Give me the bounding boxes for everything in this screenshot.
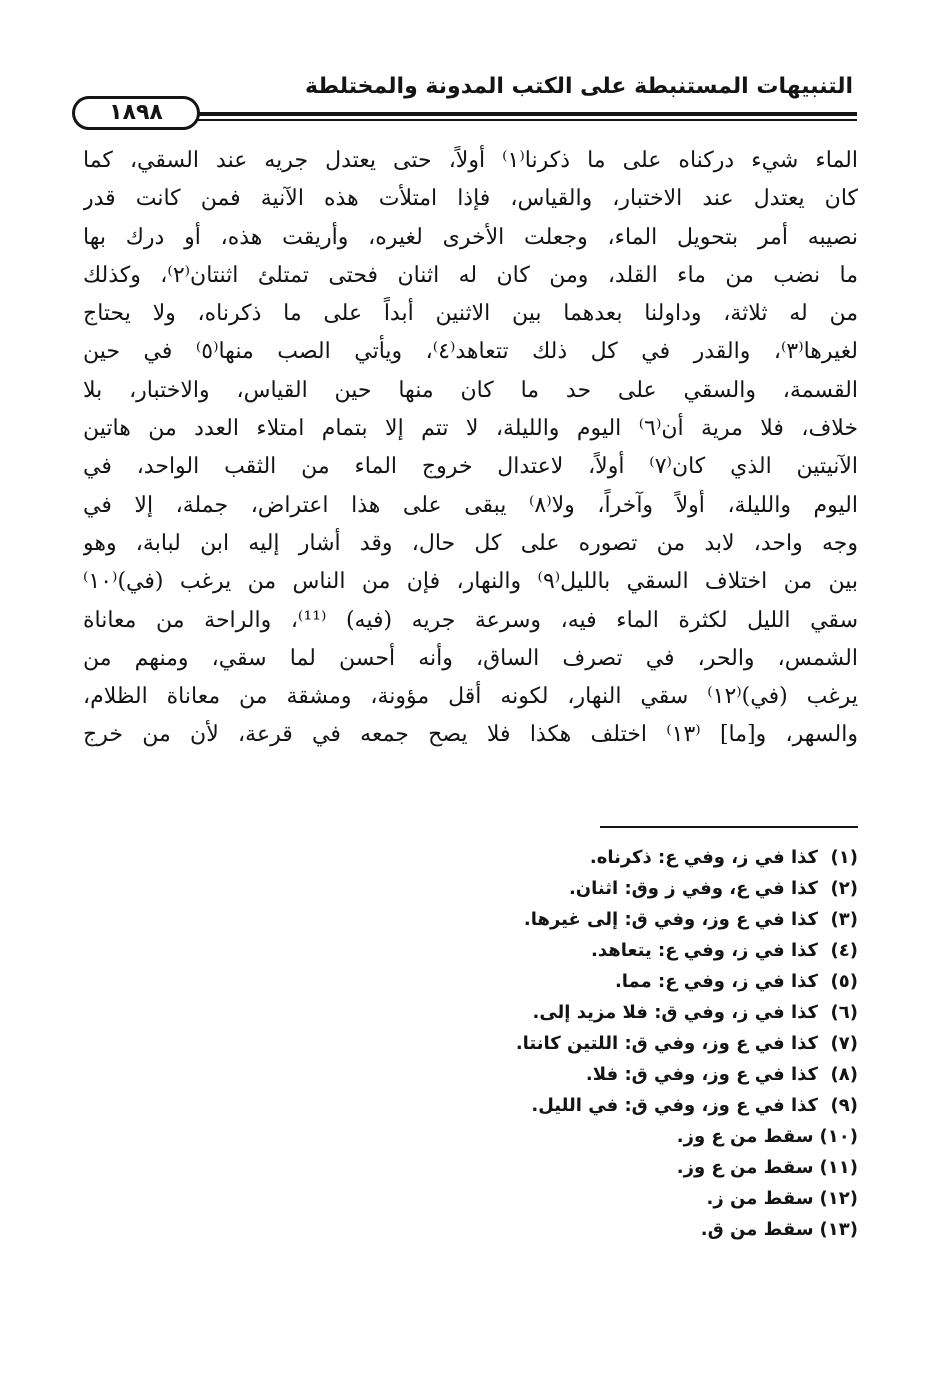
footnote [358, 1152, 858, 1183]
page-number: ١٨٩٨ [72, 96, 200, 130]
footnote [358, 1028, 858, 1059]
footnote-text: كذا في ع وز، وفي ق: إلى غيرها. [523, 909, 818, 930]
footnote-text: سقط من ز. [706, 1188, 814, 1209]
footnote-marker: (١٢) [819, 1188, 858, 1209]
text-line: الشمس، والحر، في تصرف الساق، وأنه أحسن لما سقي، ومنهم من [83, 645, 858, 671]
footnote [358, 1214, 858, 1245]
footnote [358, 873, 858, 904]
footnote-marker: (٢) [830, 878, 858, 899]
footnote [358, 997, 858, 1028]
footnote-text: كذا في ع وز، وفي ق: اللتين كانتا. [515, 1033, 818, 1054]
footnote-marker: (٧) [830, 1033, 858, 1054]
text-line: خلاف، فلا مرية أن⁽٦⁾ اليوم والليلة، لا تتم إلا بتمام امتلاء العدد من هاتين [83, 416, 858, 442]
text-line: نصيبه أمر بتحويل الماء، وجعلت الأخرى لغيره، وأريقت هذه، أو درك بها [83, 224, 858, 250]
text-line: ما نضب من ماء القلد، ومن كان له اثنان فحتى تمتلئ اثنتان⁽٢⁾، وكذلك [83, 262, 858, 288]
main-text [83, 142, 858, 755]
text-line: يرغب (في)⁽١٢⁾ سقي النهار، لكونه أقل مؤونة، ومشقة من معاناة الظلام، [83, 684, 858, 710]
footnote-marker: (١٠) [819, 1126, 858, 1147]
footnote-separator [600, 826, 858, 828]
footnote-marker: (٦) [830, 1002, 858, 1023]
footnote-marker: (١) [830, 847, 858, 868]
footnote-text: كذا في ع وز، وفي ق: فلا. [585, 1064, 818, 1085]
footnote [358, 904, 858, 935]
text-line: كان يعتدل عند الاختبار، والقياس، فإذا امتلأت هذه الآنية فمن كانت قدر [83, 186, 858, 212]
footnote [358, 935, 858, 966]
text-line: وجه واحد، لابد من تصوره على كل حال، وقد أشار إليه ابن لبابة، وهو [83, 530, 858, 556]
footnote-marker: (٤) [830, 940, 858, 961]
footnote-text: كذا في ز، وفي ق: فلا مزيد إلى. [532, 1002, 818, 1023]
text-line: بين من اختلاف السقي بالليل⁽٩⁾ والنهار، فإن من الناس من يرغب (في)⁽١٠⁾ [83, 569, 858, 595]
footnote-text: سقط من ق. [700, 1219, 814, 1240]
footnote-marker: (١٣) [819, 1219, 858, 1240]
footnote [358, 842, 858, 873]
text-line: الماء شيء دركناه على ما ذكرنا⁽١⁾ أولاً، حتى يعتدل جريه عند السقي، كما [83, 148, 858, 173]
footnote-text: كذا في ع، وفي ز وق: اثنان. [568, 878, 818, 899]
footnote-marker: (٩) [830, 1095, 858, 1116]
text-line: سقي الليل لكثرة الماء فيه، وسرعة جريه (فيه) ⁽¹¹⁾، والراحة من معاناة [83, 607, 858, 633]
footnote [358, 1090, 858, 1121]
text-line: والسهر، و[ما] ⁽١٣⁾ اختلف هكذا فلا يصح جمعه في قرعة، لأن من خرج [83, 722, 858, 748]
footnote-marker: (٣) [830, 909, 858, 930]
footnote [358, 1121, 858, 1152]
running-title: التنبيهات المستنبطة على الكتب المدونة والمختلطة [304, 74, 853, 99]
text-line: القسمة، والسقي على حد ما كان منها حين القياس، والاختبار، بلا [83, 377, 858, 403]
footnote [358, 966, 858, 997]
footnote-text: كذا في ز، وفي ع: مما. [614, 971, 818, 992]
footnotes [358, 842, 858, 1245]
footnote [358, 1183, 858, 1214]
footnote-text: كذا في ع وز، وفي ق: في الليل. [531, 1095, 818, 1116]
footnote-text: سقط من ع وز. [676, 1126, 814, 1147]
footnote-text: كذا في ز، وفي ع: ذكرناه. [589, 847, 818, 868]
footnote-text: كذا في ز، وفي ع: يتعاهد. [591, 940, 818, 961]
footnote-text: سقط من ع وز. [676, 1157, 814, 1178]
footnote-marker: (١١) [819, 1157, 858, 1178]
text-line: لغيرها⁽٣⁾، والقدر في كل ذلك تتعاهد⁽٤⁾، ويأتي الصب منها⁽٥⁾ في حين [83, 339, 858, 365]
text-line: اليوم والليلة، أولاً وآخراً، ولا⁽٨⁾ يبقى على هذا اعتراض، جملة، إلا في [83, 492, 858, 518]
text-line: الآنيتين الذي كان⁽٧⁾ أولاً، لاعتدال خروج الماء من الثقب الواحد، في [83, 454, 858, 480]
footnote [358, 1059, 858, 1090]
text-line: من له ثلاثة، وداولنا بعدهما بين الاثنين أبداً على ما ذكرناه، ولا يحتاج [83, 301, 858, 327]
footnote-marker: (٥) [830, 971, 858, 992]
footnote-marker: (٨) [830, 1064, 858, 1085]
